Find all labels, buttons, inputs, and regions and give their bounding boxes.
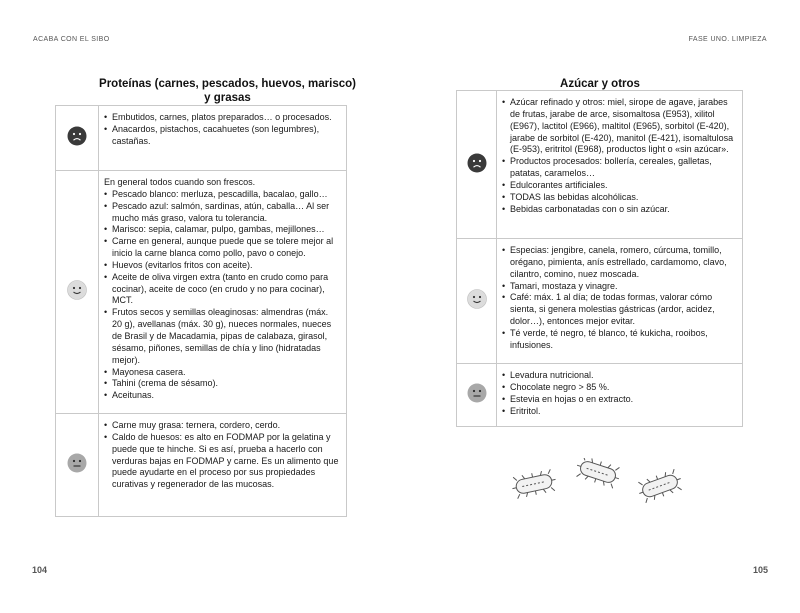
text-cell bbox=[497, 91, 743, 239]
happy-face-icon bbox=[467, 289, 487, 309]
list-item: • Chocolate negro > 85 %. bbox=[502, 382, 735, 394]
page-number-right: 105 bbox=[752, 565, 768, 575]
happy-face-icon bbox=[67, 280, 87, 300]
face-cell bbox=[457, 364, 497, 427]
sugar-table bbox=[456, 90, 743, 427]
proteins-title-line1: Proteínas (carnes, pescados, huevos, marisco) bbox=[99, 78, 356, 90]
text-cell bbox=[497, 239, 743, 364]
text-cell bbox=[99, 171, 347, 414]
table-row bbox=[457, 364, 743, 427]
list-item: • Eritritol. bbox=[502, 406, 735, 418]
face-cell bbox=[56, 414, 99, 517]
face-cell bbox=[56, 171, 99, 414]
list-item: • Té verde, té negro, té blanco, té kukicha, rooibos, infusiones. bbox=[502, 328, 735, 352]
list-item: • Productos procesados: bollería, cereales, galletas, patatas, caramelos… bbox=[502, 156, 735, 180]
list-item: • Carne muy grasa: ternera, cordero, cerdo. bbox=[104, 420, 339, 432]
page-number-left: 104 bbox=[32, 565, 48, 575]
list-item: • Tahini (crema de sésamo). bbox=[104, 378, 339, 390]
table-row bbox=[56, 414, 347, 517]
list-item: • Embutidos, carnes, platos preparados… o procesados. bbox=[104, 112, 339, 124]
face-cell bbox=[457, 239, 497, 364]
table-row bbox=[56, 171, 347, 414]
sad-face-icon bbox=[67, 126, 87, 146]
list-item: • Pescado azul: salmón, sardinas, atún, caballa… Al ser mucho más graso, valora tu tolerancia. bbox=[104, 201, 339, 225]
text-cell bbox=[99, 414, 347, 517]
sad-face-icon bbox=[467, 153, 487, 173]
table-row bbox=[56, 106, 347, 171]
list-item: • Bebidas carbonatadas con o sin azúcar. bbox=[502, 204, 735, 216]
bullet-list bbox=[502, 245, 735, 352]
list-item: • Marisco: sepia, calamar, pulpo, gambas, mejillones… bbox=[104, 224, 339, 236]
list-item: • Huevos (evitarlos fritos con aceite). bbox=[104, 260, 339, 272]
bullet-list bbox=[104, 112, 339, 148]
list-item: • Azúcar refinado y otros: miel, sirope de agave, jarabes de frutas, jarabe de arce, sisomaltosa (E953), xilitol (E967), lactitol (E966), maltitol (E965), sorbitol (E-420), jarabe de sorbitol (E-420), manitol (E-421), isomaltulosa (E-953), eritritol (E968), productos light o «sin azúcar». bbox=[502, 97, 735, 156]
text-cell bbox=[99, 106, 347, 171]
list-item: • Levadura nutricional. bbox=[502, 370, 735, 382]
text-cell bbox=[497, 364, 743, 427]
list-item: • Estevia en hojas o en extracto. bbox=[502, 394, 735, 406]
running-header-left: ACABA CON EL SIBO bbox=[33, 36, 110, 43]
list-item: • TODAS las bebidas alcohólicas. bbox=[502, 192, 735, 204]
bullet-list bbox=[104, 189, 339, 402]
table-row bbox=[457, 239, 743, 364]
bullet-list bbox=[104, 420, 339, 491]
face-cell bbox=[56, 106, 99, 171]
running-header-right: FASE UNO. LIMPIEZA bbox=[688, 36, 767, 43]
list-item: • Tamari, mostaza y vinagre. bbox=[502, 281, 735, 293]
bacteria-illustration-icon bbox=[510, 458, 690, 503]
face-cell bbox=[457, 91, 497, 239]
table-row bbox=[457, 91, 743, 239]
bullet-list bbox=[502, 97, 735, 215]
list-item: • Aceitunas. bbox=[104, 390, 339, 402]
proteins-title bbox=[55, 77, 400, 105]
proteins-title-line2: y grasas bbox=[204, 92, 251, 104]
list-item: • Anacardos, pistachos, cacahuetes (son legumbres), castañas. bbox=[104, 124, 339, 148]
list-item: • Carne en general, aunque puede que se tolere mejor al inicio la carne blanca como pollo, pavo o conejo. bbox=[104, 236, 339, 260]
proteins-table bbox=[55, 105, 347, 517]
list-item: • Café: máx. 1 al día; de todas formas, valorar cómo sienta, si genera molestias gástricas (ardor, acidez, dolor…), entonces mejor evitar. bbox=[502, 292, 735, 328]
list-item: • Frutos secos y semillas oleaginosas: almendras (máx. 20 g), avellanas (máx. 30 g), nueces normales, nueces de Brasil y de Macadamia, pipas de calabaza, girasol, sésamo, piñones, semillas de chía y lino (hidratadas mejor). bbox=[104, 307, 339, 366]
intro-text: En general todos cuando son frescos. bbox=[104, 177, 256, 187]
list-item: • Mayonesa casera. bbox=[104, 367, 339, 379]
list-item: • Pescado blanco: merluza, pescadilla, bacalao, gallo… bbox=[104, 189, 339, 201]
bullet-list bbox=[502, 370, 735, 417]
list-item: • Caldo de huesos: es alto en FODMAP por la gelatina y puede que te hinche. Si es así, prueba a hacerlo con verduras bajas en FODMAP y carne. Es un alimento que puede ayudarte en el proceso por sus propiedades curativas y regenerador de las mucosas. bbox=[104, 432, 339, 491]
neutral-face-icon bbox=[467, 383, 487, 403]
list-item: • Aceite de oliva virgen extra (tanto en crudo como para cocinar), aceite de coco (en crudo y no para cocinar), MCT. bbox=[104, 272, 339, 308]
sugar-title: Azúcar y otros bbox=[560, 78, 640, 90]
list-item: • Especias: jengibre, canela, romero, cúrcuma, tomillo, orégano, pimienta, anís estrellado, cardamomo, clavo, cilantro, comino, nuez moscada. bbox=[502, 245, 735, 281]
neutral-face-icon bbox=[67, 453, 87, 473]
list-item: • Edulcorantes artificiales. bbox=[502, 180, 735, 192]
